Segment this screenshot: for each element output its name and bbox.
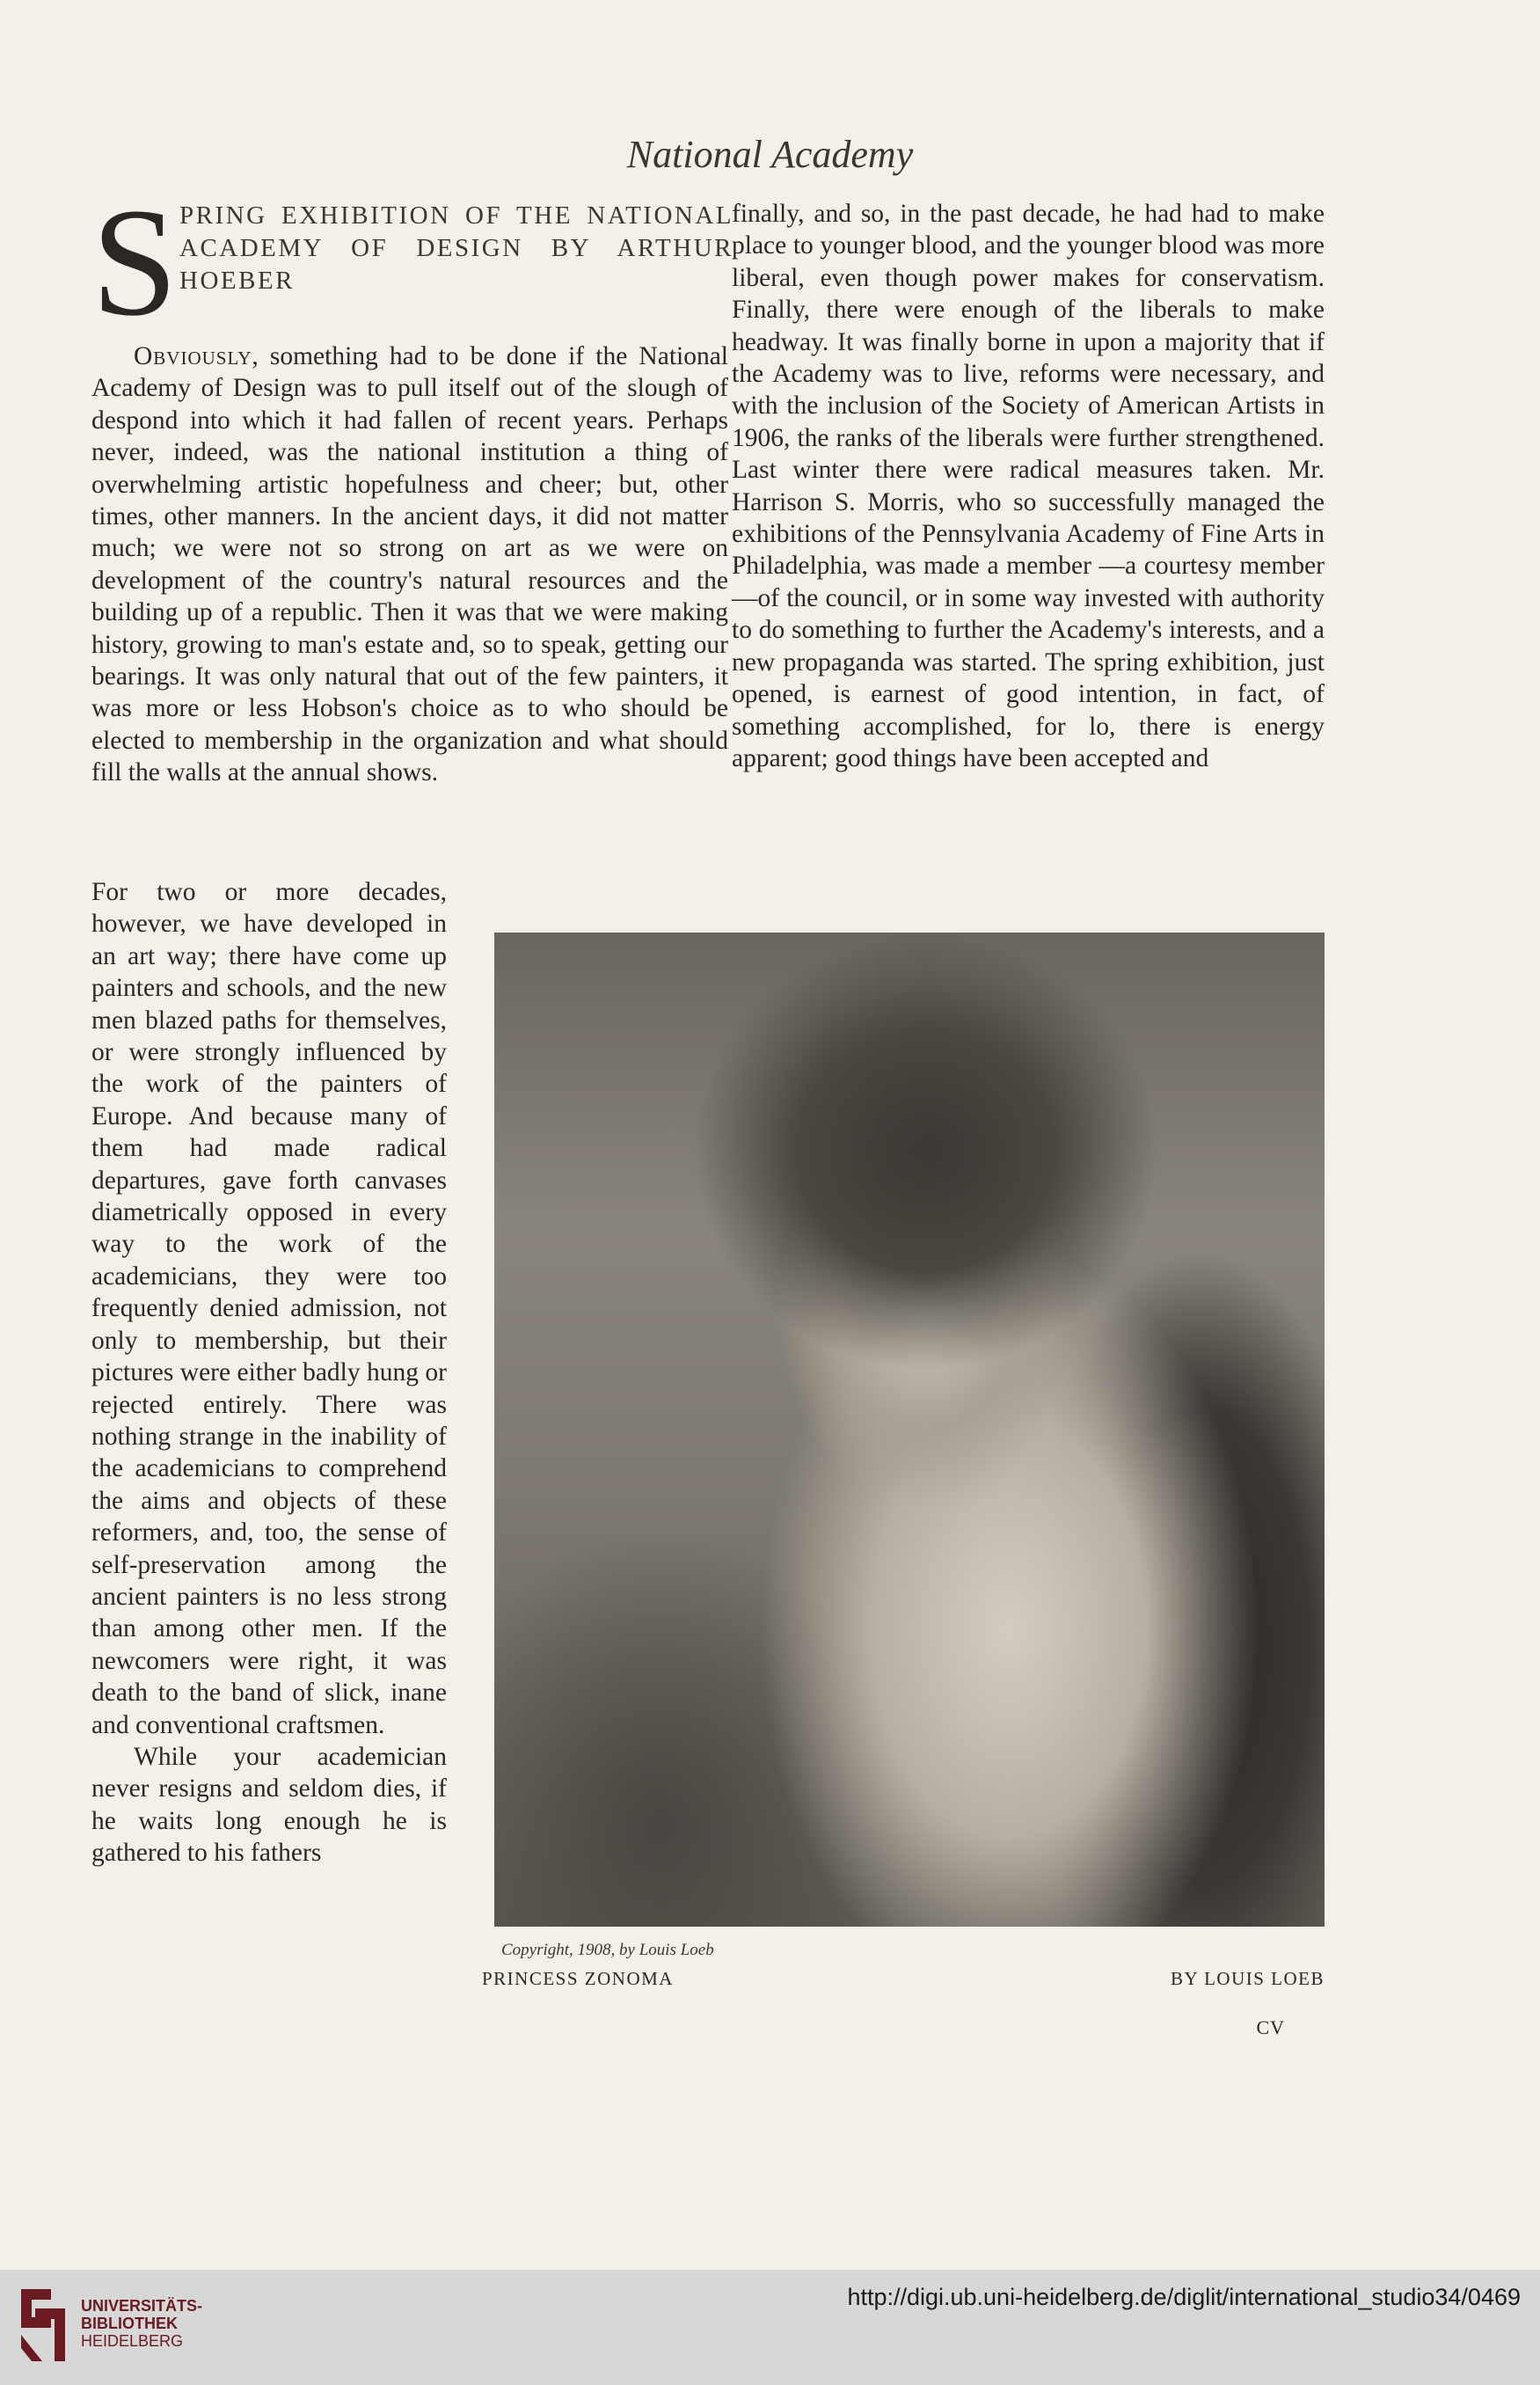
article-title: PRING EXHIBITION OF THE NATIONAL ACADEMY OF DESIGN BY ARTHUR HOEBER: [179, 201, 734, 295]
plate-copyright: Copyright, 1908, by Louis Loeb: [501, 1941, 714, 1959]
narrow-column-paragraph: For two or more decades, however, we have developed in an art way; there have come up painters and schools, and the new men blazed paths for themselves, or were strongly influenced by the work of the painters of Europe. And because many of them had made radical departures, gave forth canvases diametrically opposed in every way to the work of the academicians, they were too frequently denied admission, not only to membership, but their pictures were either badly hung or rejected entirely. There was nothing strange in the inability of the academicians to comprehend the aims and objects of these reformers, and, too, the sense of self-preservation among the ancient painters is no less strong than among other men. If the newcomers were right, it was death to the band of slick, inane and conventional craftsmen.: [91, 878, 447, 1739]
drop-cap: S: [91, 177, 178, 348]
narrow-column: [91, 876, 447, 1869]
left-column-text: , something had to be done if the National Academy of Design was to pull itself out of the slough of despond into which it had fallen of recent years. Perhaps never, indeed, was the national institution a thing of overwhelming artistic hopefulness and cheer; but, other times, other manners. In the ancient days, it did not matter much; we were not so strong on art as we were on development of the country's natural resources and the building up of a republic. Then it was that we were making history, growing to man's estate and, so to speak, getting our bearings. It was only natural that out of the few painters, it was more or less Hobson's choice as to who should be elected to membership in the organization and what should fill the walls at the annual shows.: [91, 342, 728, 787]
library-name-line1: UNIVERSITÄTS-: [81, 2297, 203, 2315]
right-column: [732, 198, 1325, 774]
left-column: [91, 177, 734, 789]
page-folio: CV: [1256, 2016, 1285, 2038]
plate-artist: BY LOUIS LOEB: [1170, 1968, 1325, 1989]
left-column-paragraph: [91, 340, 728, 789]
opening-word: Obviously: [134, 342, 252, 370]
running-head: National Academy: [626, 133, 914, 176]
portrait-plate-image: [494, 933, 1325, 1927]
plate-title: PRINCESS ZONOMA: [482, 1968, 674, 1989]
narrow-column-paragraph-2: While your academician never resigns and seldom dies, if he waits long enough he is gathered to his fathers: [91, 1742, 447, 1868]
library-name: [81, 2297, 202, 2350]
source-url-link[interactable]: http://digi.ub.uni-heidelberg.de/diglit/international_studio34/0469: [847, 2284, 1521, 2310]
library-name-line2: BIBLIOTHEK: [81, 2315, 178, 2332]
article-title-block: [91, 177, 734, 348]
library-logo-icon: [16, 2282, 70, 2368]
right-column-paragraph: finally, and so, in the past decade, he had had to make place to younger blood, and the younger blood was more liberal, even though power makes for conservatism. Finally, there were enough of the liberals to make headway. It was finally borne in upon a majority that if the Academy was to live, reforms were necessary, and with the inclusion of the Society of American Artists in 1906, the ranks of the liberals were further strengthened. Last winter there were radical measures taken. Mr. Harrison S. Morris, who so successfully managed the exhibitions of the Pennsylvania Academy of Fine Arts in Philadelphia, was made a member —a courtesy member—of the council, or in some way invested with authority to do something to further the Academy's interests, and a new propaganda was started. The spring exhibition, just opened, is earnest of good intention, in fact, of something accomplished, for lo, there is energy apparent; good things have been accepted and: [732, 200, 1325, 772]
library-name-line3: HEIDELBERG: [81, 2332, 184, 2350]
